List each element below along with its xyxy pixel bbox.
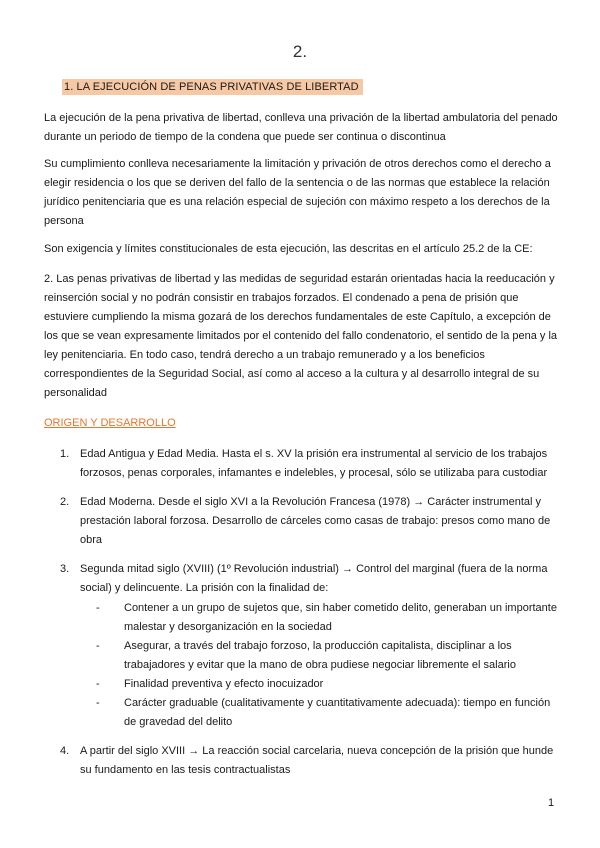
subheading-origen: ORIGEN Y DESARROLLO xyxy=(44,417,176,429)
list-text: Edad Moderna. Desde el siglo XVI a la Revolución Francesa (1978) → Carácter instrumental y prestación laboral forzosa. Desarrollo de cárceles como casas de trabajo: presos como mano de obra xyxy=(80,496,551,546)
chapter-number: 2. xyxy=(292,42,308,61)
bullet-dash: - xyxy=(96,697,100,709)
paragraph-limites: Son exigencia y límites constitucionales de esta ejecución, las descritas en el artículo 25.2 de la CE: xyxy=(44,243,533,255)
bullet-item xyxy=(96,637,560,675)
bullet-dash: - xyxy=(96,678,100,690)
bullet-text: Finalidad preventiva y efecto inocuizador xyxy=(124,678,324,690)
bullet-text: Contener a un grupo de sujetos que, sin haber cometido delito, generaban un importante malestar y desorganización en la sociedad xyxy=(124,602,557,633)
bullet-item xyxy=(96,599,560,637)
list-number: 2. xyxy=(60,496,70,508)
list-number: 4. xyxy=(60,745,70,757)
bullet-item xyxy=(96,675,560,694)
paragraph-intro: La ejecución de la pena privativa de libertad, conlleva una privación de la libertad ambulatoria del penado durante un periodo de tiempo de la condena que puede ser continua o discontinua xyxy=(44,112,558,143)
page-number: 1 xyxy=(548,797,555,809)
paragraph-article-quote: 2. Las penas privativas de libertad y las medidas de seguridad estarán orientadas hacia la reeducación y reinserción social y no podrán consistir en trabajos forzados. El condenado a pena de prisión que estuviere cumpliendo la misma gozará de los derechos fundamentales de este Capítulo, a excepción de los que se vean expresamente limitados por el contenido del fallo condenatorio, el sentido de la pena y la ley penitenciaria. En todo caso, tendrá derecho a un trabajo remunerado y a los beneficios correspondientes de la Seguridad Social, así como al acceso a la cultura y al desarrollo integral de su personalidad xyxy=(44,273,558,399)
list-text: Segunda mitad siglo (XVIII) (1º Revolución industrial) → Control del marginal (fuera de la norma social) y delincuente. La prisión con la finalidad de: xyxy=(80,563,548,594)
list-text: A partir del siglo XVIII → La reacción social carcelaria, nueva concepción de la prisión que hunde su fundamento en las tesis contractualistas xyxy=(80,745,554,776)
paragraph-cumplimiento: Su cumplimiento conlleva necesariamente la limitación y privación de otros derechos como el derecho a elegir residencia o los que se deriven del fallo de la sentencia o de las normas que establece la relación jurídico penitenciaria que es una relación especial de sujeción con máximo respeto a los derechos de la persona xyxy=(44,158,551,227)
bullet-text: Carácter graduable (cualitativamente y cuantitativamente adecuada): tiempo en función de gravedad del delito xyxy=(124,697,551,728)
bullet-dash: - xyxy=(96,640,100,652)
section-heading: 1. LA EJECUCIÓN DE PENAS PRIVATIVAS DE LIBERTAD xyxy=(62,79,363,95)
bullet-text: Asegurar, a través del trabajo forzoso, la producción capitalista, disciplinar a los trabajadores y evitar que la mano de obra pudiese negociar libremente el salario xyxy=(124,640,516,671)
list-text: Edad Antigua y Edad Media. Hasta el s. XV la prisión era instrumental al servicio de los trabajos forzosos, penas corporales, infamantes e indelebles, y procesal, sólo se utilizaba para custodiar xyxy=(80,448,548,479)
list-number: 3. xyxy=(60,563,70,575)
bullet-item xyxy=(96,694,560,732)
list-number: 1. xyxy=(60,448,70,460)
bullet-dash: - xyxy=(96,602,100,614)
